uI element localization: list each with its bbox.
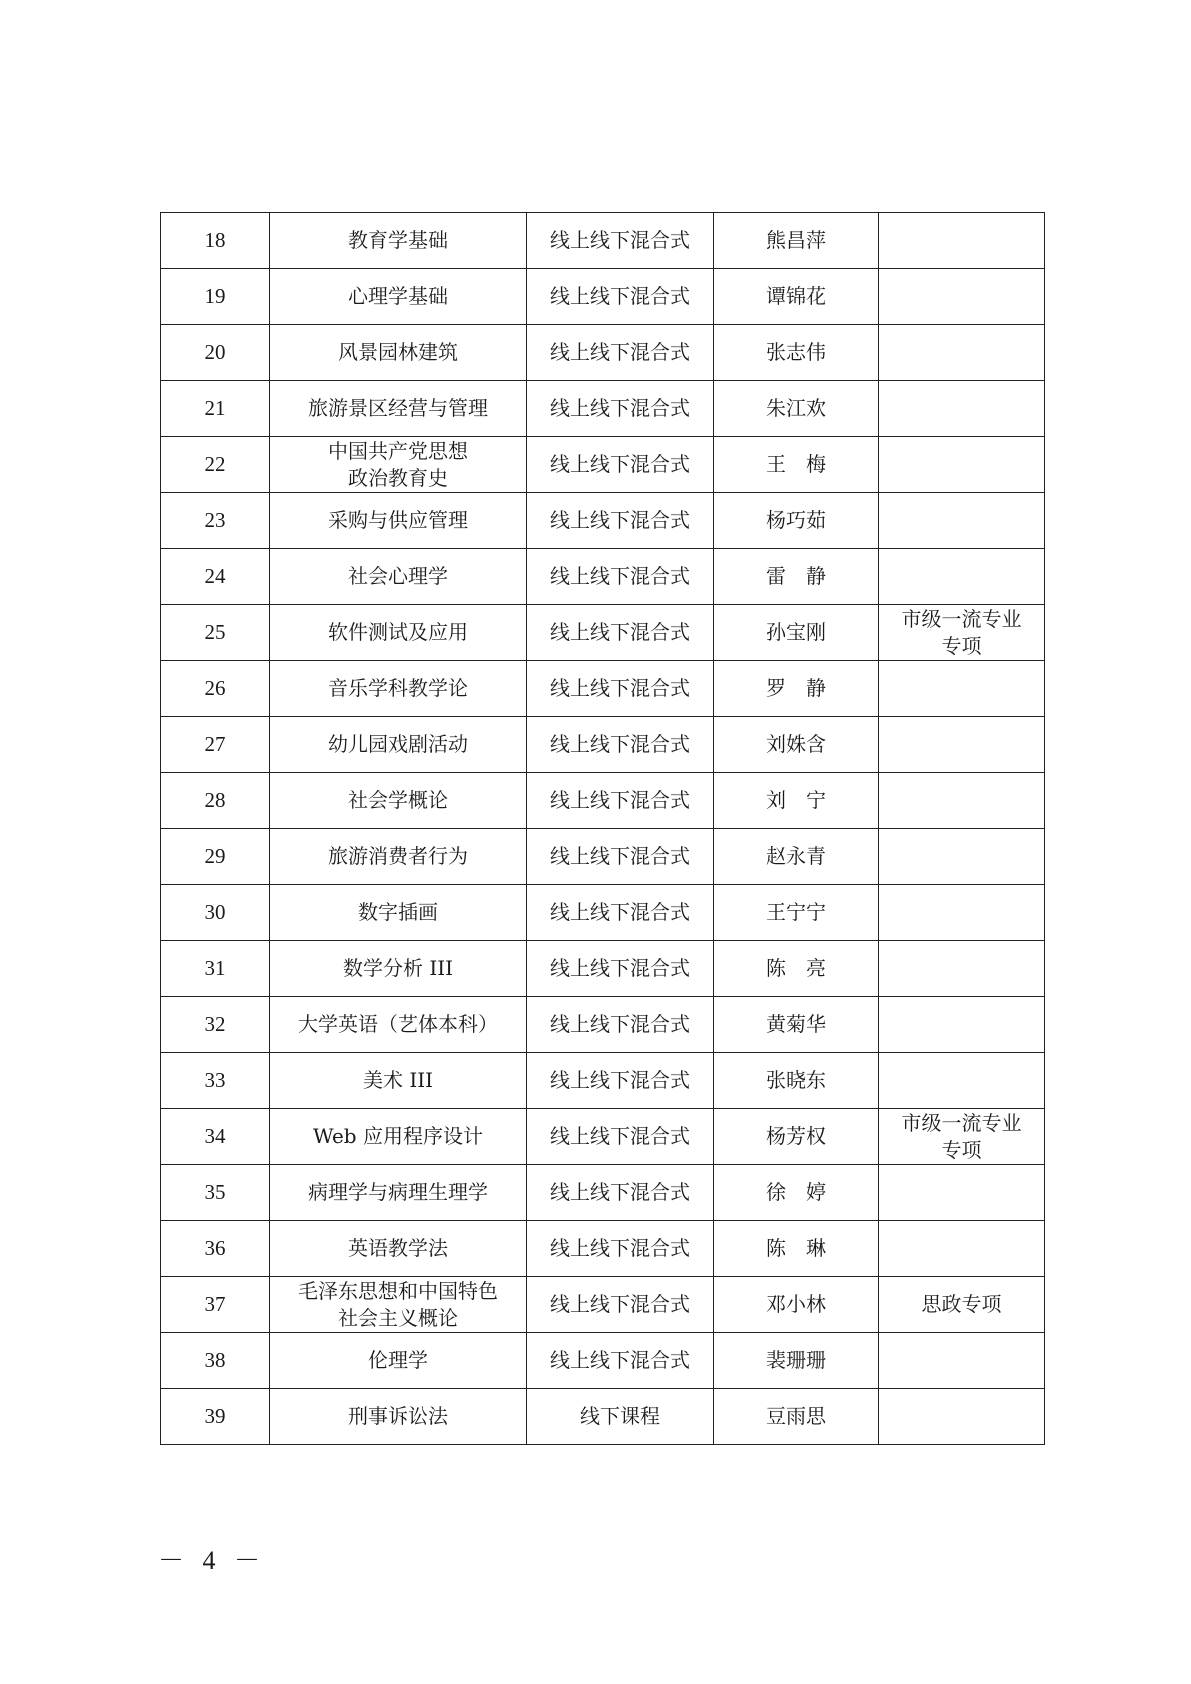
course-name-cell: 中国共产党思想 政治教育史 bbox=[270, 437, 527, 493]
remark-cell bbox=[879, 1221, 1045, 1277]
teaching-mode-cell: 线上线下混合式 bbox=[527, 213, 714, 269]
teaching-mode-cell: 线上线下混合式 bbox=[527, 717, 714, 773]
table-row bbox=[161, 605, 1045, 661]
course-leader-cell: 刘姝含 bbox=[714, 717, 879, 773]
table-row bbox=[161, 493, 1045, 549]
row-number-cell: 27 bbox=[161, 717, 270, 773]
row-number-cell: 22 bbox=[161, 437, 270, 493]
course-name-cell: 风景园林建筑 bbox=[270, 325, 527, 381]
course-name-cell: 社会心理学 bbox=[270, 549, 527, 605]
remark-cell bbox=[879, 213, 1045, 269]
row-number-cell: 34 bbox=[161, 1109, 270, 1165]
table-row bbox=[161, 1165, 1045, 1221]
row-number-cell: 37 bbox=[161, 1277, 270, 1333]
row-number-cell: 20 bbox=[161, 325, 270, 381]
course-leader-cell: 杨芳权 bbox=[714, 1109, 879, 1165]
remark-cell bbox=[879, 437, 1045, 493]
course-name-cell: 美术 III bbox=[270, 1053, 527, 1109]
row-number-cell: 26 bbox=[161, 661, 270, 717]
row-number-cell: 38 bbox=[161, 1333, 270, 1389]
teaching-mode-cell: 线上线下混合式 bbox=[527, 1277, 714, 1333]
row-number-cell: 35 bbox=[161, 1165, 270, 1221]
course-leader-cell: 裴珊珊 bbox=[714, 1333, 879, 1389]
course-leader-cell: 孙宝刚 bbox=[714, 605, 879, 661]
remark-cell bbox=[879, 1333, 1045, 1389]
remark-cell bbox=[879, 1165, 1045, 1221]
course-leader-cell: 陈 琳 bbox=[714, 1221, 879, 1277]
teaching-mode-cell: 线上线下混合式 bbox=[527, 773, 714, 829]
teaching-mode-cell: 线上线下混合式 bbox=[527, 661, 714, 717]
table-row bbox=[161, 997, 1045, 1053]
remark-cell bbox=[879, 325, 1045, 381]
table-row bbox=[161, 437, 1045, 493]
course-name-cell: 病理学与病理生理学 bbox=[270, 1165, 527, 1221]
table-row bbox=[161, 1333, 1045, 1389]
row-number-cell: 23 bbox=[161, 493, 270, 549]
page-number: － 4 － bbox=[158, 1546, 267, 1575]
teaching-mode-cell: 线上线下混合式 bbox=[527, 493, 714, 549]
teaching-mode-cell: 线上线下混合式 bbox=[527, 1053, 714, 1109]
course-leader-cell: 雷 静 bbox=[714, 549, 879, 605]
remark-cell: 市级一流专业 专项 bbox=[879, 605, 1045, 661]
row-number-cell: 33 bbox=[161, 1053, 270, 1109]
remark-cell bbox=[879, 717, 1045, 773]
teaching-mode-cell: 线上线下混合式 bbox=[527, 997, 714, 1053]
course-leader-cell: 熊昌萍 bbox=[714, 213, 879, 269]
course-name-cell: 大学英语（艺体本科） bbox=[270, 997, 527, 1053]
row-number-cell: 36 bbox=[161, 1221, 270, 1277]
teaching-mode-cell: 线上线下混合式 bbox=[527, 605, 714, 661]
course-leader-cell: 张志伟 bbox=[714, 325, 879, 381]
row-number-cell: 31 bbox=[161, 941, 270, 997]
remark-cell bbox=[879, 773, 1045, 829]
course-name-cell: 旅游景区经营与管理 bbox=[270, 381, 527, 437]
table-row bbox=[161, 717, 1045, 773]
course-leader-cell: 罗 静 bbox=[714, 661, 879, 717]
remark-cell bbox=[879, 997, 1045, 1053]
course-name-cell: 采购与供应管理 bbox=[270, 493, 527, 549]
course-name-cell: 旅游消费者行为 bbox=[270, 829, 527, 885]
course-name-cell: 音乐学科教学论 bbox=[270, 661, 527, 717]
course-leader-cell: 豆雨思 bbox=[714, 1389, 879, 1445]
course-name-cell: 伦理学 bbox=[270, 1333, 527, 1389]
course-leader-cell: 陈 亮 bbox=[714, 941, 879, 997]
remark-cell: 市级一流专业 专项 bbox=[879, 1109, 1045, 1165]
row-number-cell: 29 bbox=[161, 829, 270, 885]
teaching-mode-cell: 线上线下混合式 bbox=[527, 549, 714, 605]
teaching-mode-cell: 线上线下混合式 bbox=[527, 941, 714, 997]
row-number-cell: 28 bbox=[161, 773, 270, 829]
teaching-mode-cell: 线上线下混合式 bbox=[527, 1109, 714, 1165]
table-row bbox=[161, 381, 1045, 437]
table-row bbox=[161, 1277, 1045, 1333]
course-name-cell: 数字插画 bbox=[270, 885, 527, 941]
teaching-mode-cell: 线下课程 bbox=[527, 1389, 714, 1445]
course-leader-cell: 王 梅 bbox=[714, 437, 879, 493]
remark-cell bbox=[879, 1389, 1045, 1445]
table-row bbox=[161, 1221, 1045, 1277]
remark-cell bbox=[879, 493, 1045, 549]
course-name-cell: 教育学基础 bbox=[270, 213, 527, 269]
row-number-cell: 39 bbox=[161, 1389, 270, 1445]
table-row bbox=[161, 661, 1045, 717]
teaching-mode-cell: 线上线下混合式 bbox=[527, 829, 714, 885]
course-name-cell: 数学分析 III bbox=[270, 941, 527, 997]
row-number-cell: 24 bbox=[161, 549, 270, 605]
course-leader-cell: 黄菊华 bbox=[714, 997, 879, 1053]
teaching-mode-cell: 线上线下混合式 bbox=[527, 885, 714, 941]
row-number-cell: 18 bbox=[161, 213, 270, 269]
course-name-cell: 软件测试及应用 bbox=[270, 605, 527, 661]
table-row bbox=[161, 941, 1045, 997]
course-leader-cell: 杨巧茹 bbox=[714, 493, 879, 549]
remark-cell bbox=[879, 661, 1045, 717]
course-leader-cell: 张晓东 bbox=[714, 1053, 879, 1109]
course-name-cell: 心理学基础 bbox=[270, 269, 527, 325]
remark-cell bbox=[879, 829, 1045, 885]
table-row bbox=[161, 885, 1045, 941]
teaching-mode-cell: 线上线下混合式 bbox=[527, 437, 714, 493]
course-leader-cell: 王宁宁 bbox=[714, 885, 879, 941]
remark-cell bbox=[879, 941, 1045, 997]
remark-cell bbox=[879, 549, 1045, 605]
teaching-mode-cell: 线上线下混合式 bbox=[527, 1165, 714, 1221]
teaching-mode-cell: 线上线下混合式 bbox=[527, 381, 714, 437]
table-row bbox=[161, 269, 1045, 325]
teaching-mode-cell: 线上线下混合式 bbox=[527, 269, 714, 325]
course-leader-cell: 刘 宁 bbox=[714, 773, 879, 829]
course-leader-cell: 谭锦花 bbox=[714, 269, 879, 325]
row-number-cell: 32 bbox=[161, 997, 270, 1053]
course-leader-cell: 徐 婷 bbox=[714, 1165, 879, 1221]
table-row bbox=[161, 549, 1045, 605]
table-row bbox=[161, 213, 1045, 269]
course-name-cell: Web 应用程序设计 bbox=[270, 1109, 527, 1165]
row-number-cell: 30 bbox=[161, 885, 270, 941]
course-name-cell: 英语教学法 bbox=[270, 1221, 527, 1277]
table-row bbox=[161, 1109, 1045, 1165]
table-row bbox=[161, 325, 1045, 381]
teaching-mode-cell: 线上线下混合式 bbox=[527, 1221, 714, 1277]
row-number-cell: 19 bbox=[161, 269, 270, 325]
course-leader-cell: 赵永青 bbox=[714, 829, 879, 885]
course-name-cell: 社会学概论 bbox=[270, 773, 527, 829]
remark-cell bbox=[879, 269, 1045, 325]
remark-cell bbox=[879, 885, 1045, 941]
course-leader-cell: 朱江欢 bbox=[714, 381, 879, 437]
course-list-body bbox=[161, 213, 1045, 1445]
course-name-cell: 毛泽东思想和中国特色 社会主义概论 bbox=[270, 1277, 527, 1333]
row-number-cell: 21 bbox=[161, 381, 270, 437]
course-name-cell: 刑事诉讼法 bbox=[270, 1389, 527, 1445]
table-row bbox=[161, 773, 1045, 829]
remark-cell bbox=[879, 1053, 1045, 1109]
remark-cell: 思政专项 bbox=[879, 1277, 1045, 1333]
remark-cell bbox=[879, 381, 1045, 437]
table-row bbox=[161, 1053, 1045, 1109]
course-list-table bbox=[160, 212, 1045, 1445]
row-number-cell: 25 bbox=[161, 605, 270, 661]
teaching-mode-cell: 线上线下混合式 bbox=[527, 1333, 714, 1389]
course-name-cell: 幼儿园戏剧活动 bbox=[270, 717, 527, 773]
table-row bbox=[161, 829, 1045, 885]
table-row bbox=[161, 1389, 1045, 1445]
teaching-mode-cell: 线上线下混合式 bbox=[527, 325, 714, 381]
course-leader-cell: 邓小林 bbox=[714, 1277, 879, 1333]
